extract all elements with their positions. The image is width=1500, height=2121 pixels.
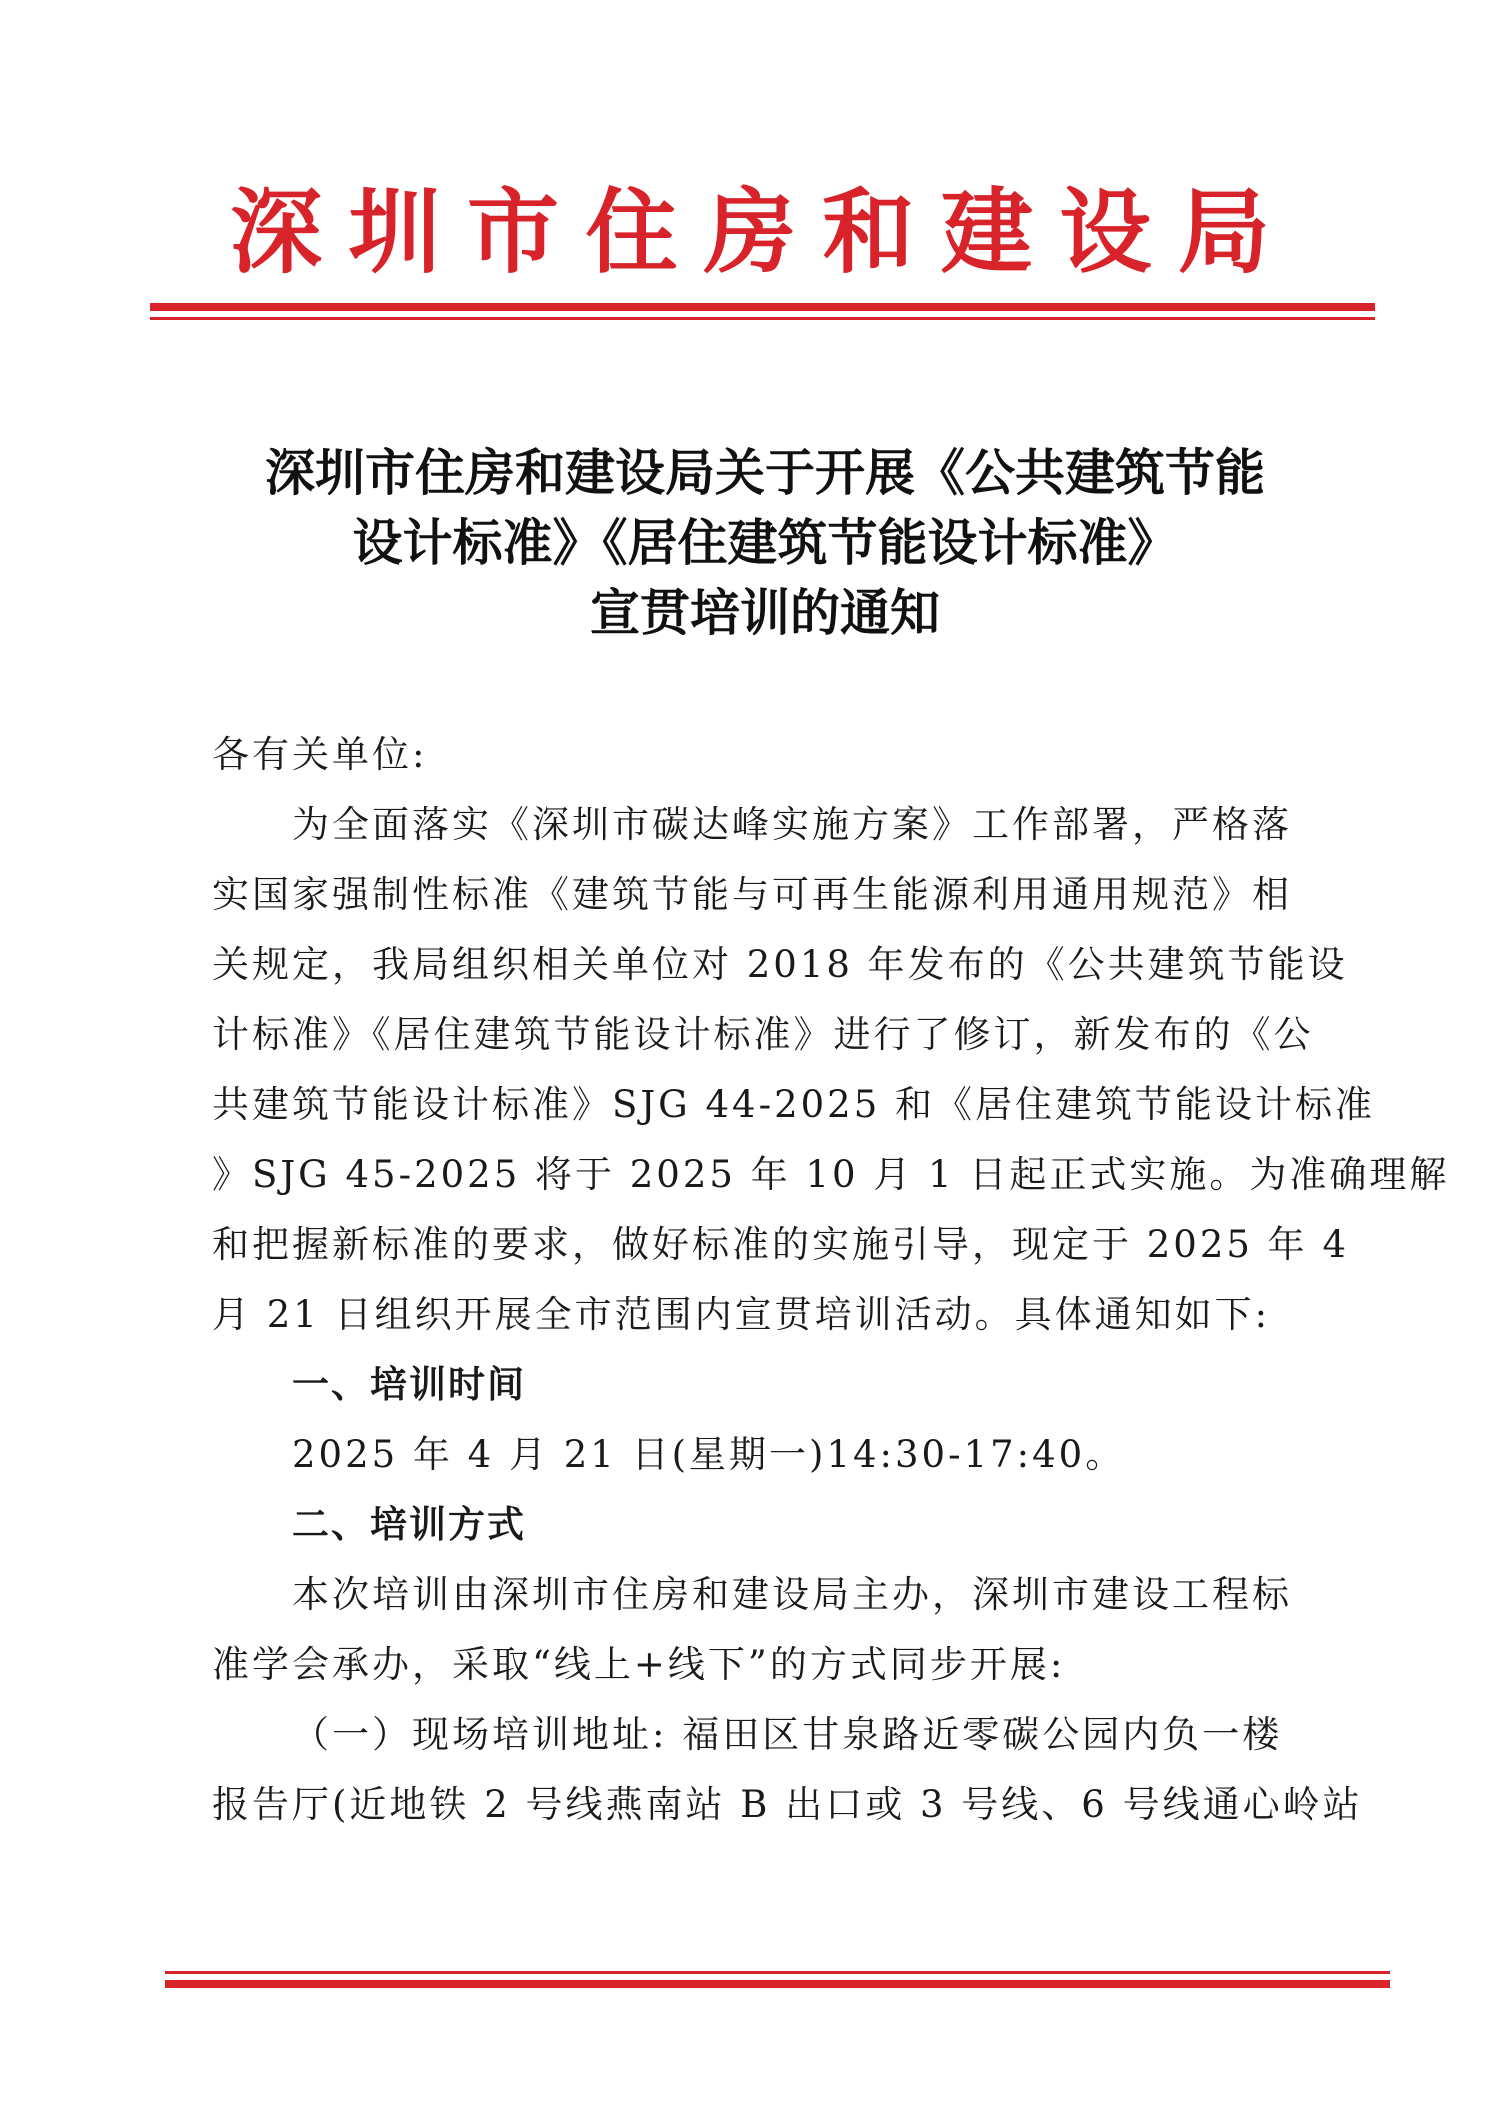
header-divider-thin <box>150 317 1375 320</box>
document-title <box>190 438 1340 648</box>
letterhead-char: 和 <box>822 179 915 286</box>
paragraph-line: 本次培训由深圳市住房和建设局主办，深圳市建设工程标 <box>292 1573 1292 1616</box>
paragraph-line: 计标准》《居住建筑节能设计标准》进行了修订，新发布的《公 <box>212 1013 1314 1056</box>
paragraph-line: （一）现场培训地址: 福田区甘泉路近零碳公园内负一楼 <box>292 1713 1283 1756</box>
paragraph-line: 报告厅(近地铁 2 号线燕南站 B 出口或 3 号线、6 号线通心岭站 <box>212 1783 1363 1826</box>
paragraph-line: 准学会承办，采取“线上+线下”的方式同步开展: <box>212 1643 1066 1686</box>
letterhead-char: 房 <box>703 179 796 286</box>
section-heading-time: 一、培训时间 <box>292 1363 526 1406</box>
salutation: 各有关单位: <box>212 733 428 776</box>
paragraph-line: 月 21 日组织开展全市范围内宣贯培训活动。具体通知如下: <box>212 1293 1271 1336</box>
paragraph-line: 实国家强制性标准《建筑节能与可再生能源利用通用规范》相 <box>212 873 1292 916</box>
paragraph-line: 》SJG 45-2025 将于 2025 年 10 月 1 日起正式实施。为准确理解 <box>212 1153 1450 1196</box>
footer-divider-thin <box>165 1971 1390 1974</box>
title-line: 设计标准》《居住建筑节能设计标准》 <box>352 514 1178 572</box>
letterhead-title <box>150 178 1350 288</box>
title-line: 宣贯培训的通知 <box>590 584 940 642</box>
letterhead-char: 局 <box>1177 179 1270 286</box>
section-heading-method: 二、培训方式 <box>292 1503 526 1546</box>
training-time-text: 2025 年 4 月 21 日(星期一)14:30-17:40。 <box>292 1433 1126 1476</box>
letterhead-char: 圳 <box>348 179 441 286</box>
paragraph-line: 关规定，我局组织相关单位对 2018 年发布的《公共建筑节能设 <box>212 943 1348 986</box>
letterhead-char: 住 <box>585 179 678 286</box>
paragraph-line: 和把握新标准的要求，做好标准的实施引导，现定于 2025 年 4 <box>212 1223 1349 1266</box>
document-body <box>212 720 1450 1840</box>
letterhead-char: 设 <box>1059 179 1152 286</box>
footer-divider <box>165 1980 1390 1988</box>
letterhead-char: 深 <box>230 179 323 286</box>
paragraph-line: 为全面落实《深圳市碳达峰实施方案》工作部署，严格落 <box>292 803 1292 846</box>
letterhead-char: 建 <box>940 179 1033 286</box>
letterhead-char: 市 <box>466 179 559 286</box>
header-divider <box>150 303 1375 311</box>
title-line: 深圳市住房和建设局关于开展《公共建筑节能 <box>265 444 1265 502</box>
paragraph-line: 共建筑节能设计标准》SJG 44-2025 和《居住建筑节能设计标准 <box>212 1083 1376 1126</box>
